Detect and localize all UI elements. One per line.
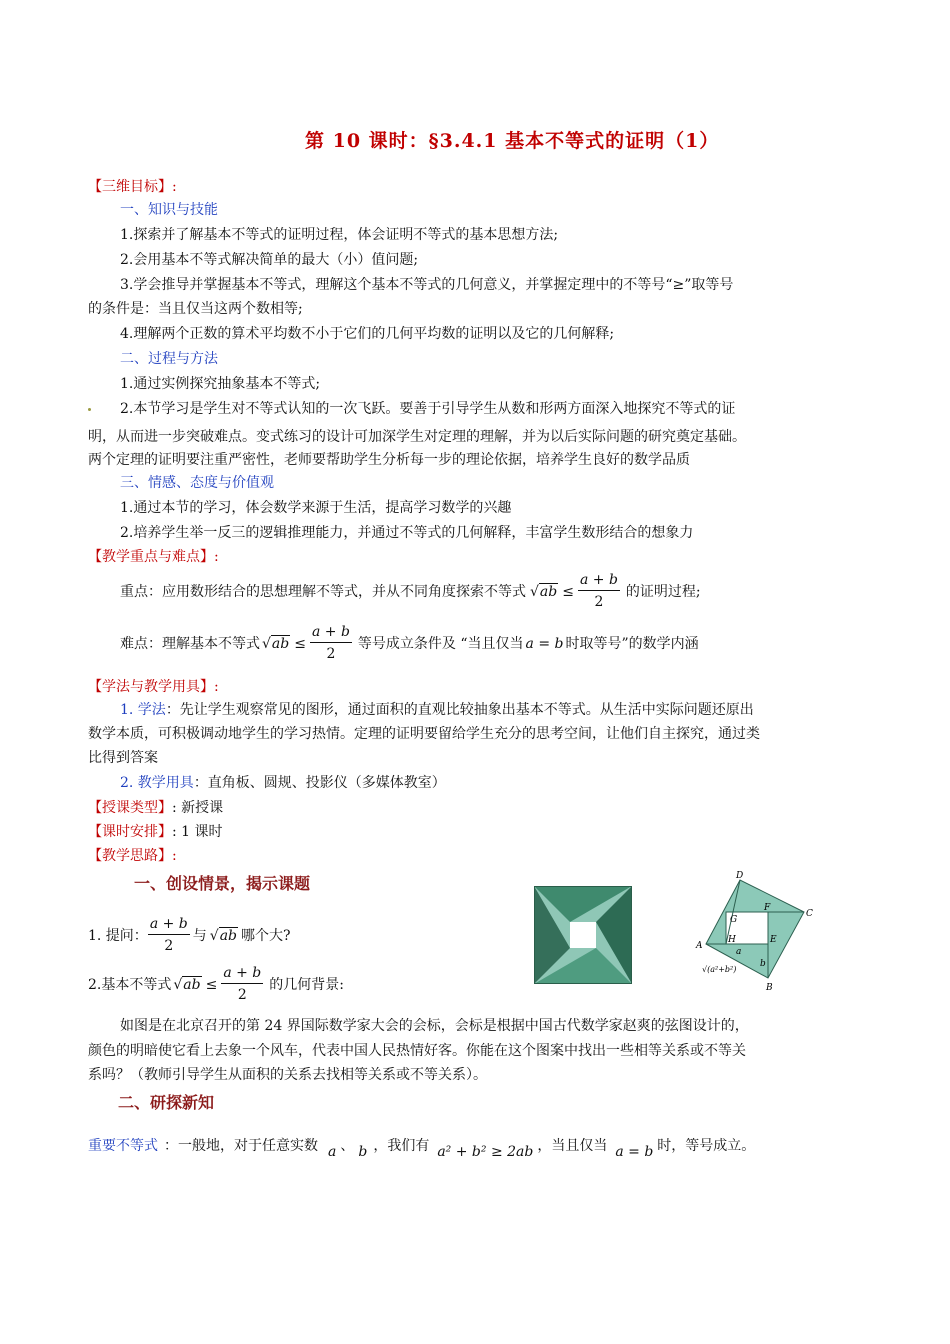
process-heading: 二、过程与方法	[120, 351, 218, 367]
goals-heading: 【三维目标】:	[88, 179, 177, 195]
knowledge-item-2: 2.会用基本不等式解决简单的最大（小）值问题;	[120, 252, 419, 268]
lesson-type-line	[88, 797, 223, 819]
radicand: ab	[183, 976, 201, 993]
method-label: 1. 学法	[120, 702, 166, 718]
frac-denominator: 2	[326, 646, 336, 662]
process-item-1: 1.通过实例探究抽象基本不等式;	[120, 376, 321, 392]
method-heading: 【学法与教学用具】:	[88, 679, 219, 695]
question-2-prefix: 2.基本不等式	[88, 976, 172, 993]
important-inequality-label: 重要不等式	[88, 1138, 158, 1154]
question-2-suffix: 的几何背景:	[269, 976, 344, 993]
frac-numerator: a + b	[221, 963, 263, 984]
section-1-heading: 一、创设情景，揭示课题	[134, 874, 311, 893]
separator: 、	[340, 1138, 355, 1154]
radicand: ab	[219, 927, 237, 944]
method-text: ：先让学生观察常见的图形，通过面积的直观比较抽象出基本不等式。从生活中实际问题还原出	[165, 702, 754, 718]
process-item-2-cont1: 明，从而进一步突破难点。变式练习的设计可加深学生对定理的理解，并为以后实际问题的研究奠定基础。	[88, 429, 746, 445]
method-item-1-cont2: 比得到答案	[88, 750, 158, 766]
fraction-a-plus-b-over-2	[148, 914, 190, 957]
sqrt-sign: √	[173, 976, 183, 993]
teaching-idea-heading: 【教学思路】:	[88, 848, 177, 864]
frac-numerator: a + b	[310, 622, 352, 643]
difficulty-line	[120, 622, 699, 665]
lesson-type-value: : 新授课	[172, 800, 224, 816]
sqrt-ab	[530, 581, 558, 603]
sqrt-ab	[173, 974, 201, 996]
label-side-a: a	[736, 947, 742, 957]
emotion-heading: 三、情感、态度与价值观	[120, 475, 274, 491]
key-point-suffix: 的证明过程;	[625, 583, 701, 600]
method-item-1	[120, 699, 754, 721]
label-c: C	[806, 909, 813, 919]
knowledge-item-3-cont: 的条件是：当且仅当这两个数相等;	[88, 301, 303, 317]
process-item-2-cont2: 两个定理的证明要注重严密性，老师要帮助学生分析每一步的理论依据，培养学生良好的数学品质	[88, 452, 690, 468]
important-inequality-text-2: ，我们有	[373, 1138, 430, 1154]
label-g: G	[730, 915, 738, 925]
label-h: H	[728, 935, 736, 945]
method-item-1-cont1: 数学本质，可积极调动地学生的学习热情。定理的证明要留给学生充分的思考空间，让他们自主探究，通过类	[88, 726, 760, 742]
radicand: ab	[539, 583, 558, 600]
lesson-time-value: : 1 课时	[172, 824, 223, 840]
label-side-b: b	[760, 959, 766, 969]
fraction-a-plus-b-over-2	[221, 963, 263, 1006]
lesson-time-line	[88, 821, 223, 843]
difficulty-mid: 等号成立条件及 “当且仅当	[357, 635, 524, 652]
sqrt-sign: √	[262, 635, 271, 652]
frac-numerator: a + b	[148, 914, 190, 935]
paragraph-line-1: 如图是在北京召开的第 24 界国际数学家大会的会标，会标是根据中国古代数学家赵爽的弦图设计的，	[120, 1018, 749, 1034]
paragraph-line-3: 系吗？（教师引导学生从面积的关系去找相等关系或不等关系）。	[88, 1067, 487, 1083]
important-inequality-text-4: 时，等号成立。	[657, 1138, 756, 1154]
question-1-suffix: 哪个大?	[241, 927, 291, 944]
lesson-time-heading: 【课时安排】	[88, 824, 172, 840]
frac-denominator: 2	[164, 938, 174, 954]
windmill-center-square	[570, 922, 596, 948]
important-inequality	[88, 1135, 756, 1160]
tools-label: 2. 教学用具	[120, 775, 194, 791]
zhao-shuang-windmill-figure	[534, 886, 632, 984]
important-inequality-text-3: ，当且仅当	[537, 1138, 608, 1154]
lesson-type-heading: 【授课类型】	[88, 800, 172, 816]
variable-a: a	[328, 1144, 337, 1160]
fraction-a-plus-b-over-2	[578, 570, 620, 613]
key-points-heading: 【教学重点与难点】:	[88, 549, 219, 565]
difficulty-suffix: 时取等号”的数学内涵	[565, 635, 699, 652]
key-point-text: 重点：应用数形结合的思想理解不等式，并从不同角度探索不等式	[120, 583, 526, 600]
radicand: ab	[271, 635, 290, 652]
tools-text: ：直角板、圆规、投影仪（多媒体教室）	[193, 775, 446, 791]
section-2-heading: 二、研探新知	[118, 1093, 215, 1112]
question-1	[88, 914, 291, 957]
label-a: A	[696, 941, 703, 951]
frac-denominator: 2	[237, 987, 247, 1003]
a-equals-b: a = b	[525, 635, 564, 652]
knowledge-item-1: 1.探索并了解基本不等式的证明过程，体会证明不等式的基本思想方法;	[120, 227, 559, 243]
frac-denominator: 2	[594, 594, 604, 610]
method-item-2	[120, 772, 446, 794]
knowledge-heading: 一、知识与技能	[120, 202, 218, 218]
knowledge-item-3: 3.学会推导并掌握基本不等式，理解这个基本不等式的几何意义，并掌握定理中的不等号“≥”取等号	[120, 277, 734, 293]
variable-b: b	[358, 1144, 368, 1160]
label-b: B	[766, 983, 773, 993]
sqrt-sign: √	[530, 583, 539, 600]
leq-sign: ≤	[205, 976, 218, 993]
emotion-item-2: 2.培养学生举一反三的逻辑推理能力，并通过不等式的几何解释，丰富学生数形结合的想象力	[120, 525, 694, 541]
label-e: E	[770, 935, 777, 945]
page-title: 第 10 课时：§3.4.1 基本不等式的证明（1）	[305, 130, 720, 152]
label-hypotenuse: √(a²+b²)	[702, 965, 737, 974]
fraction-a-plus-b-over-2	[310, 622, 352, 665]
sqrt-ab	[210, 925, 238, 947]
label-d: D	[736, 871, 744, 881]
difficulty-text: 难点：理解基本不等式	[120, 635, 260, 652]
process-item-2: 2.本节学习是学生对不等式认知的一次飞跃。要善于引导学生从数和形两方面深入地探究不等式的证	[120, 401, 736, 417]
paragraph-line-2: 颜色的明暗使它看上去象一个风车，代表中国人民热情好客。你能在这个图案中找出一些相等关系或不等关	[88, 1043, 746, 1059]
question-1-and: 与	[192, 927, 207, 944]
leq-sign: ≤	[294, 635, 306, 652]
important-inequality-text-1: ：一般地，对于任意实数	[164, 1138, 318, 1154]
sqrt-sign: √	[209, 927, 219, 944]
key-point-line	[120, 570, 701, 613]
knowledge-item-4: 4.理解两个正数的算术平均数不小于它们的几何平均数的证明以及它的几何解释;	[120, 326, 615, 342]
question-1-prefix: 1. 提问：	[88, 927, 148, 944]
label-f: F	[764, 903, 771, 913]
frac-numerator: a + b	[578, 570, 620, 591]
a-equals-b: a = b	[615, 1144, 654, 1160]
sqrt-ab	[262, 633, 290, 655]
stray-dot	[88, 408, 91, 411]
inequality-a2-b2-geq-2ab: a² + b² ≥ 2ab	[437, 1144, 534, 1160]
labeled-square-diagram	[680, 868, 820, 998]
question-2	[88, 963, 344, 1006]
emotion-item-1: 1.通过本节的学习，体会数学来源于生活，提高学习数学的兴趣	[120, 500, 512, 516]
leq-sign: ≤	[562, 583, 574, 600]
